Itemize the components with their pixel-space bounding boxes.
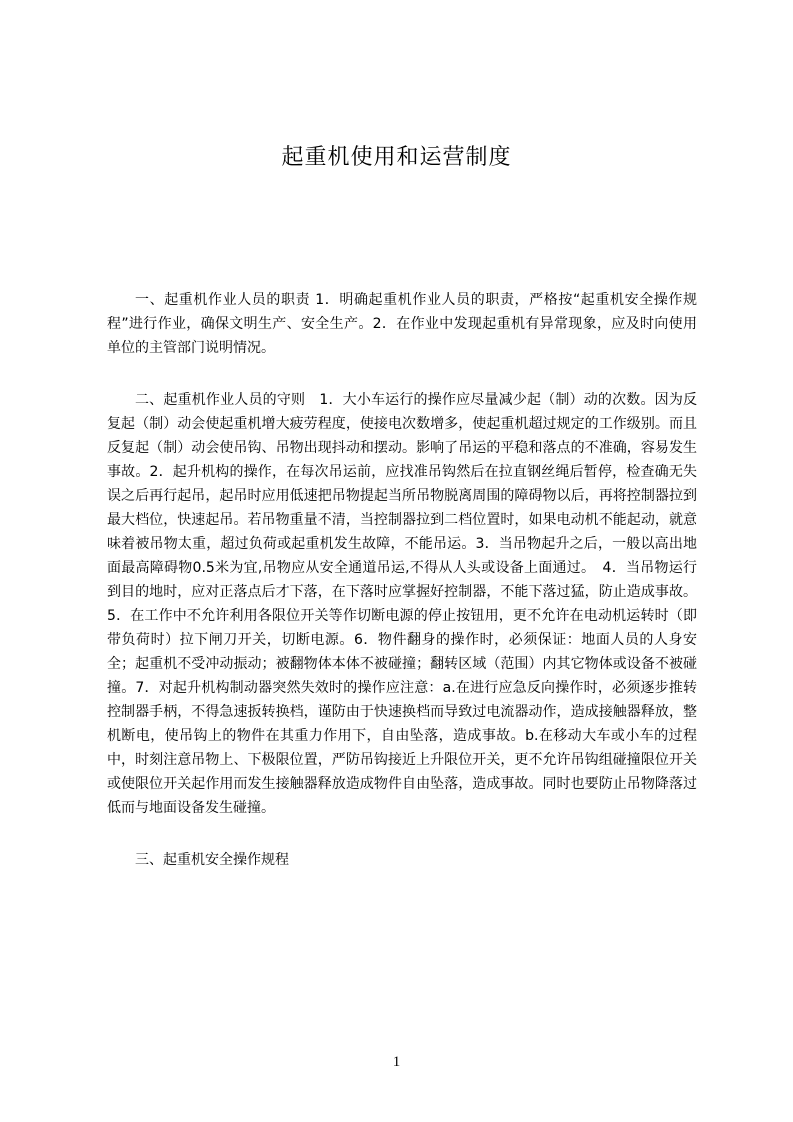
section-3-heading: 三、起重机安全操作规程	[135, 852, 289, 868]
document-body	[107, 288, 697, 872]
section-1-paragraph: 一、起重机作业人员的职责 1．明确起重机作业人员的职责，严格按“起重机安全操作规程”进行作业，确保文明生产、安全生产。2．在作业中发现起重机有异常现象，应及时向使用单位的主管部门说明情况。	[107, 292, 697, 356]
page-number: 1	[392, 1054, 401, 1070]
section-2-paragraph: 二、起重机作业人员的守则 1．大小车运行的操作应尽量减少起（制）动的次数。因为反复起（制）动会使起重机增大疲劳程度，使接电次数增多，使起重机超过规定的工作级别。而且反复起（制）动会使吊钩、吊物出现抖动和摆动。影响了吊运的平稳和落点的不准确，容易发生事故。2．起升机构的操作，在每次吊运前，应找准吊钩然后在拉直钢丝绳后暂停，检查确无失误之后再行起吊，起吊时应用低速把吊物提起当所吊物脱离周围的障碍物以后，再将控制器拉到最大档位，快速起吊。若吊物重量不清，当控制器拉到二档位置时，如果电动机不能起动，就意味着被吊物太重，超过负荷或起重机发生故障，不能吊运。3．当吊物起升之后，一般以高出地面最高障碍物0.5米为宜,吊物应从安全通道吊运,不得从人头或设备上面通过。 4．当吊物运行到目的地时，应对正落点后才下落，在下落时应掌握好控制器，不能下落过猛，防止造成事故。5．在工作中不允许利用各限位开关等作切断电源的停止按钮用，更不允许在电动机运转时（即带负荷时）拉下闸刀开关，切断电源。6．物件翻身的操作时，必须保证：地面人员的人身安全；起重机不受冲动振动；被翻物体本体不被碰撞；翻转区域（范围）内其它物体或设备不被碰撞。7．对起升机构制动器突然失效时的操作应注意：a.在进行应急反向操作时，必须逐步推转控制器手柄，不得急速扳转换档，谨防由于快速换档而导致过电流器动作，造成接触器释放，整机断电，使吊钩上的物件在其重力作用下，自由坠落，造成事故。b.在移动大车或小车的过程中，时刻注意吊物上、下极限位置，严防吊钩接近上升限位开关，更不允许吊钩组碰撞限位开关或使限位开关起作用而发生接触器释放造成物件自由坠落，造成事故。同时也要防止吊物降落过低而与地面设备发生碰撞。	[107, 392, 697, 816]
page-title: 起重机使用和运营制度	[281, 145, 512, 170]
